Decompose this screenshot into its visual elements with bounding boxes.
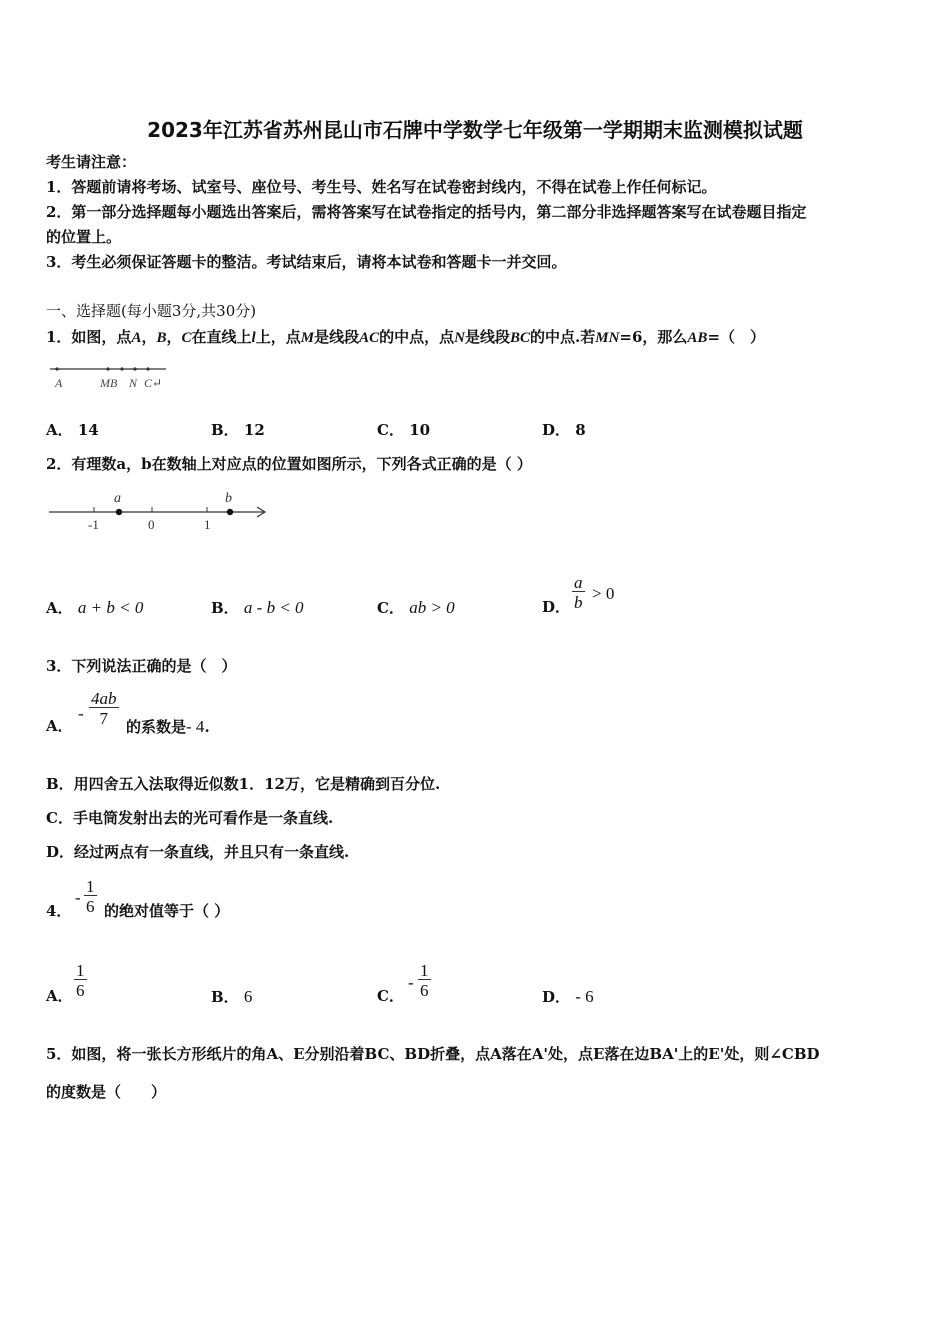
question-5-stem: 5．如图，将一张长方形纸片的角A、E分别沿着BC、BD折叠，点A落在A'处，点E落在边BA'上的E'处，则∠CBD bbox=[46, 1045, 820, 1063]
q4-option-b: B． 6 bbox=[211, 987, 253, 1006]
point-c bbox=[146, 367, 149, 370]
section-heading: 一、选择题(每小题3分,共30分) bbox=[46, 302, 257, 320]
q1-option-a: A． 14 bbox=[46, 421, 99, 439]
point-n bbox=[133, 367, 136, 370]
question-3-stem: 3．下列说法正确的是（ ） bbox=[46, 657, 237, 675]
q3-option-a-minus: - bbox=[78, 704, 84, 723]
page-title: 2023年江苏省苏州昆山市石牌中学数学七年级第一学期期末监测模拟试题 bbox=[147, 118, 803, 142]
q1-option-d: D． 8 bbox=[542, 421, 586, 439]
q1-option-c: C． 10 bbox=[377, 421, 431, 439]
question-4-number: 4． bbox=[46, 902, 72, 920]
q4-option-a-fraction: $\frac{1}{6}$ bbox=[76, 961, 85, 1000]
tick-label-0: 0 bbox=[148, 517, 155, 532]
label-a: A bbox=[55, 376, 63, 390]
question-5-stem-cont: 的度数是（ ） bbox=[46, 1083, 167, 1101]
question-1-stem: 1．如图，点A，B，C在直线上l上，点M是线段AC的中点，点N是线段BC的中点.若MN=6，那么AB=（ ） bbox=[46, 328, 766, 346]
q1-option-b: B． 12 bbox=[211, 421, 265, 439]
question-2-stem: 2．有理数a，b在数轴上对应点的位置如图所示，下列各式正确的是（ ） bbox=[46, 455, 532, 473]
q2-option-c: C． ab > 0 bbox=[377, 598, 455, 617]
q3-option-a-text: 的系数是- 4. bbox=[126, 717, 210, 736]
point-b bbox=[227, 509, 233, 515]
label-b: b bbox=[225, 491, 232, 506]
label-a: a bbox=[114, 491, 121, 506]
q2-option-d-label: D． bbox=[542, 598, 571, 616]
q3-option-c: C．手电筒发射出去的光可看作是一条直线. bbox=[46, 809, 334, 827]
notice-item-2: 2．第一部分选择题每小题选出答案后，需将答案写在试卷指定的括号内，第二部分非选择题答案写在试卷题目指定 bbox=[46, 203, 807, 221]
q4-option-c-minus: - bbox=[408, 973, 414, 992]
label-mb: MB bbox=[100, 376, 118, 390]
number-line-figure bbox=[46, 486, 272, 536]
q4-minus: - bbox=[75, 888, 81, 907]
q2-option-b: B． a - b < 0 bbox=[211, 598, 304, 617]
notice-item-2-cont: 的位置上。 bbox=[46, 228, 122, 246]
tick-label-neg1: -1 bbox=[88, 517, 99, 532]
q3-option-a-fraction: $\frac{4ab}{7}$ bbox=[91, 689, 117, 728]
notice-heading: 考生请注意： bbox=[46, 153, 137, 171]
q4-option-d: D． - 6 bbox=[542, 987, 594, 1006]
question-4-stem: 的绝对值等于（ ） bbox=[104, 902, 230, 920]
q4-option-c-fraction: $\frac{1}{6}$ bbox=[420, 961, 429, 1000]
question-1-figure bbox=[48, 362, 172, 394]
point-b bbox=[120, 367, 123, 370]
q4-option-a-label: A． bbox=[46, 987, 73, 1005]
point-m bbox=[106, 367, 109, 370]
q2-option-d-fraction: $\frac{a}{b}$ bbox=[574, 573, 583, 612]
q2-option-d-rest: > 0 bbox=[592, 584, 615, 603]
notice-item-1: 1．答题前请将考场、试室号、座位号、考生号、姓名写在试卷密封线内，不得在试卷上作任何标记。 bbox=[46, 178, 717, 196]
q3-option-a-label: A． bbox=[46, 717, 73, 735]
q4-option-c-label: C． bbox=[377, 987, 404, 1005]
q2-option-a: A． a + b < 0 bbox=[46, 598, 144, 617]
label-n: N bbox=[129, 376, 138, 390]
point-a bbox=[116, 509, 122, 515]
point-a bbox=[55, 367, 58, 370]
tick-label-1: 1 bbox=[204, 517, 211, 532]
label-c: C↵ bbox=[144, 376, 163, 390]
q4-fraction: $\frac{1}{6}$ bbox=[86, 877, 95, 916]
q3-option-b: B．用四舍五入法取得近似数1．12万，它是精确到百分位. bbox=[46, 775, 441, 793]
notice-item-3: 3．考生必须保证答题卡的整洁。考试结束后，请将本试卷和答题卡一并交回。 bbox=[46, 253, 567, 271]
q3-option-d: D．经过两点有一条直线，并且只有一条直线. bbox=[46, 843, 350, 861]
